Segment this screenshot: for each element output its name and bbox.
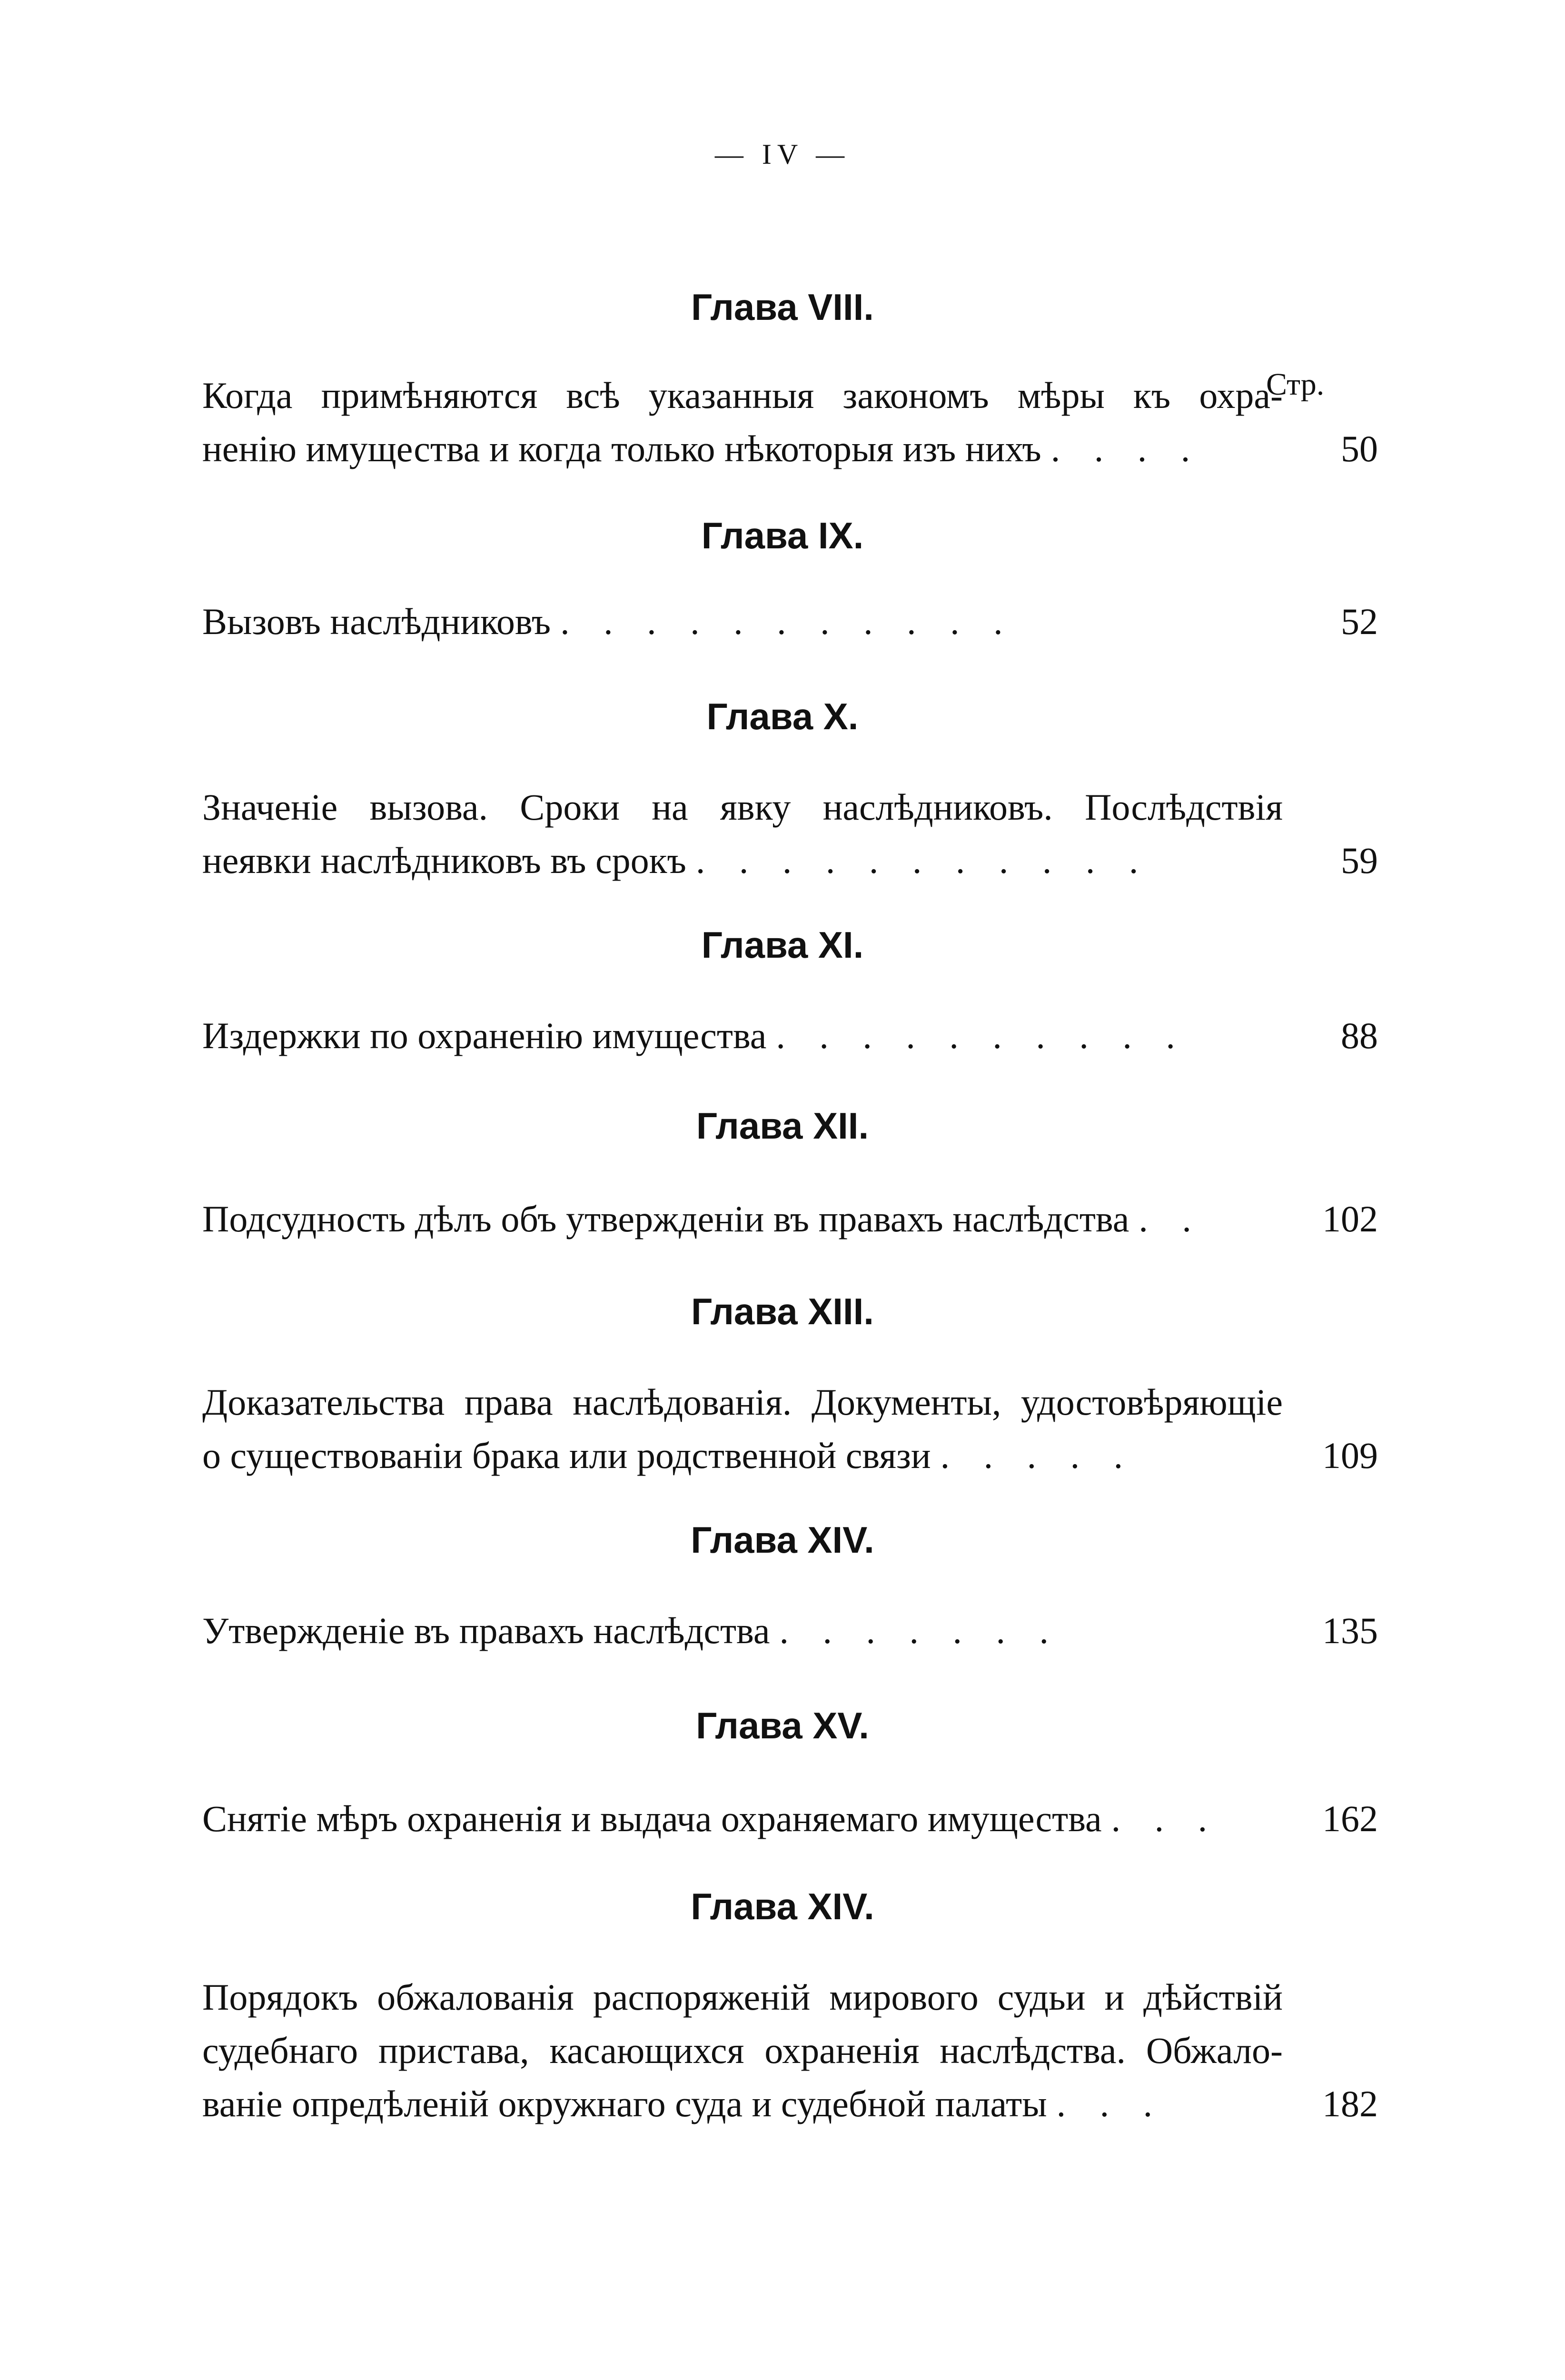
chapter-title-xiv: Глава XIV. [691,1519,874,1561]
entry-line: Когда примѣняются всѣ указанныя закономъ мѣры къ охра- [202,375,1283,416]
entry-line-last [202,834,1378,887]
page-number: 162 [1322,1798,1378,1839]
toc-entry-xv [202,1792,1378,1845]
chapter-title-xii: Глава XII. [696,1105,869,1147]
entry-text: Утвержденіе въ правахъ наслѣдства [202,1610,770,1651]
entry-line: Доказательства права наслѣдованія. Документы, удостовѣряющіе [202,1381,1283,1423]
page-number: 88 [1341,1015,1378,1056]
page-header: — IV — [714,139,851,170]
page-number: 135 [1322,1610,1378,1651]
leader-dots: . . . . . . . [779,1610,1061,1651]
chapter-title-xv: Глава XV. [696,1705,869,1746]
chapter-title-ix: Глава IX. [701,515,864,556]
leader-dots: . . [1139,1198,1204,1240]
leader-dots: . . . . . . . . . . . [695,840,1151,881]
entry-line-last [202,1429,1378,1482]
page-number: 109 [1322,1435,1378,1476]
leader-dots: . . . [1056,2083,1165,2124]
entry-line-last [202,1792,1378,1845]
page-number: 52 [1341,601,1378,642]
entry-line: Значеніе вызова. Сроки на явку наслѣдниковъ. Послѣдствія [202,786,1283,828]
leader-dots: . . . . [1050,428,1203,469]
entry-line-last [202,1192,1378,1246]
toc-entry-xiv-2 [202,1971,1378,2131]
leader-dots: . . . . . . . . . . [776,1015,1188,1056]
entry-line-last [202,1009,1378,1062]
toc-entry-viii [202,369,1378,476]
entry-line-last [202,1604,1378,1657]
page-column-header: Стр. [1266,367,1325,402]
toc-entry-xiii [202,1376,1378,1482]
entry-text: ваніе опредѣленій окружнаго суда и судебной палаты [202,2083,1047,2124]
chapter-title-viii: Глава VIII. [691,286,874,328]
entry-line: судебнаго пристава, касающихся охраненія наслѣдства. Обжало- [202,2030,1283,2071]
entry-line: Порядокъ обжалованія распоряженій мирового судьи и дѣйствій [202,1976,1283,2018]
entry-line-last [202,2077,1378,2131]
page-number: 182 [1322,2083,1378,2124]
toc-entry-xi [202,1009,1378,1062]
entry-text: Подсудность дѣлъ объ утвержденіи въ правахъ наслѣдства [202,1198,1129,1240]
page-number: 50 [1341,428,1378,469]
leader-dots: . . . . . . . . . . . [560,601,1015,642]
leader-dots: . . . . . [940,1435,1136,1476]
entry-line-last [202,422,1378,476]
leader-dots: . . . [1111,1798,1220,1839]
entry-text: неявки наслѣдниковъ въ срокъ [202,840,686,881]
entry-line-last [202,595,1378,648]
toc-entry-xiv [202,1604,1378,1657]
chapter-title-x: Глава X. [706,695,859,737]
toc-entry-xii [202,1192,1378,1246]
chapter-title-xiii: Глава XIII. [691,1290,874,1332]
chapter-title-xi: Глава XI. [701,924,864,966]
entry-text: Снятіе мѣръ охраненія и выдача охраняемаго имущества [202,1798,1102,1839]
toc-entry-x [202,781,1378,887]
page-number: 59 [1341,840,1378,881]
entry-text: ненію имущества и когда только нѣкоторыя изъ нихъ [202,428,1041,469]
entry-text: Издержки по охраненію имущества [202,1015,767,1056]
chapter-title-xiv-2: Глава XIV. [691,1885,874,1927]
page-number: 102 [1322,1198,1378,1240]
entry-text: Вызовъ наслѣдниковъ [202,601,551,642]
entry-text: о существованіи брака или родственной связи [202,1435,931,1476]
toc-entry-ix [202,595,1378,648]
